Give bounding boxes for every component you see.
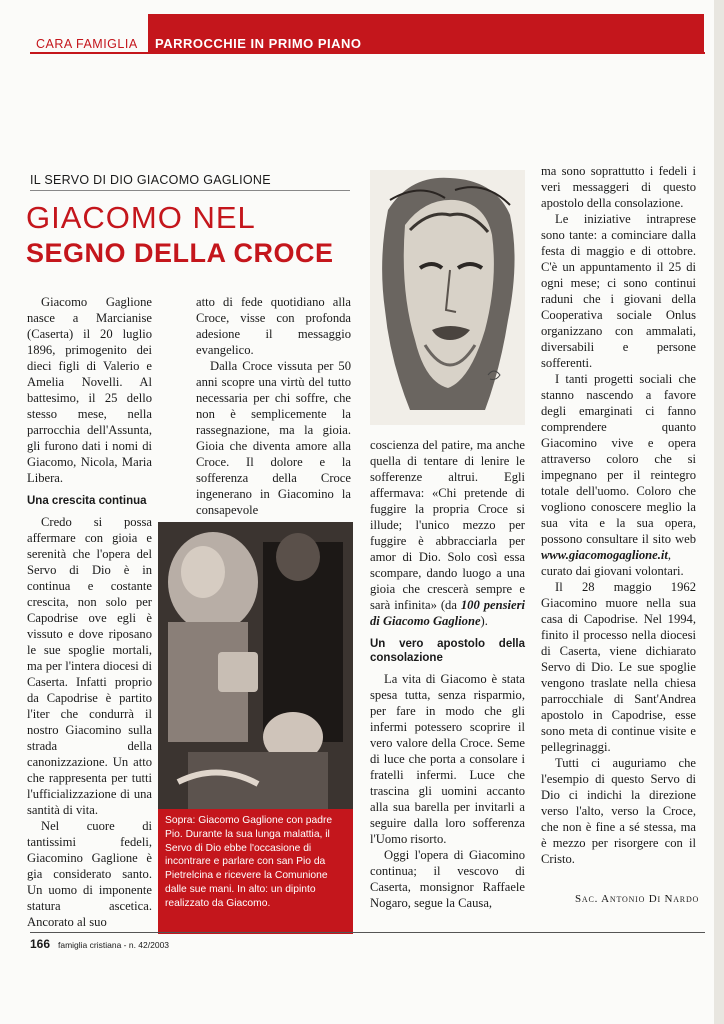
page-edge xyxy=(714,0,724,1024)
christ-painting-image xyxy=(370,170,525,425)
page-number: 166 xyxy=(30,937,51,951)
column-4 xyxy=(541,163,696,867)
quote-paragraph xyxy=(370,437,525,629)
footer-rule xyxy=(30,932,705,933)
column-1-top xyxy=(27,294,152,930)
paragraph: Nel cuore di tantissimi fedeli, Giacomino Gaglione è gia considerato santo. Un uomo di imponente statura ascetica. Ancorato al suo xyxy=(27,819,152,929)
book-source: 100 pensieri di Giacomo Gaglione xyxy=(370,598,525,628)
header-section-label: CARA FAMIGLIA xyxy=(36,37,138,51)
paragraph: La vita di Giacomo è stata spesa tutta, senza risparmio, per fare in modo che gli infermi potessero scoprire il vero valore della Croce. Seme di luce che porta a consolare i fratelli infermi. Luce che trascina gli uomini accanto alla sua barella per invitarli a seguire dalla loro sofferenza l'Uomo risorto. xyxy=(370,672,525,846)
paragraph: Giacomo Gaglione nasce a Marcianise (Caserta) il 20 luglio 1896, primogenito dei dieci figli di Valerio e Amelia Novelli. Al battesimo, il 25 dello stesso mese, nella parrocchia dell'Assunta, gli furono dati i nomi di Giacomo, Nicola, Maria Libera. xyxy=(27,295,152,485)
paragraph: atto di fede quotidiano alla Croce, visse con profonda adesione il messaggio evangelico. xyxy=(196,295,351,357)
column-3 xyxy=(370,437,525,911)
paragraph: Le iniziative intraprese sono tante: a cominciare dalla festa di maggio e di ottobre. C'è un appuntamento il 25 di ogni mese; ci sono continui raduni che i giovani della Cooperativa sociale Onlus organizzano con ammalati, diversabili e persone sofferenti. xyxy=(541,212,696,370)
subheading: Un vero apostolo della consolazione xyxy=(370,638,525,664)
paragraph: Oggi l'opera di Giacomino continua; il vescovo di Caserta, monsignor Raffaele Nogaro, segue la Causa, xyxy=(370,848,525,910)
quote-end: ). xyxy=(480,614,488,628)
paragraph: Dalla Croce vissuta per 50 anni scopre una virtù del tutto necessaria per chi soffre, che non è semplicemente la rassegnazione, ma la gioia. Gioia che diventa amore alla Croce. Il dolore e la sofferenza della Croce ingenerano in Giacomino la consapevole xyxy=(196,359,351,517)
paragraph: Tutti ci auguriamo che l'esempio di questo Servo di Dio ci indichi la direzione verso l'alto, verso la Croce, che non è fine a sé stessa, ma è mezzo per risorgere con il Cristo. xyxy=(541,756,696,866)
kicker-rule xyxy=(30,190,350,191)
website-link[interactable]: www.giacomogaglione.it xyxy=(541,548,668,562)
paragraph-with-link xyxy=(541,371,696,579)
photo-caption: Sopra: Giacomo Gaglione con padre Pio. Durante la sua lunga malattia, il Servo di Dio ebbe l'occasione di incontrare e parlare con san Pio da Pietrelcina e ricevere la Comunione dalle sue mani. In alto: un dipinto realizzato da Giacomo. xyxy=(165,815,333,909)
paragraph-text-end: , curato dai giovani volontari. xyxy=(541,548,684,578)
header-rule xyxy=(30,52,705,54)
article-title-line1: GIACOMO NEL xyxy=(26,200,256,235)
subheading: Una crescita continua xyxy=(27,495,147,507)
quote-text: coscienza del patire, ma anche quella di tentare di lenire le sofferenze altrui. Egli affermava: «Chi pretende di fuggire la propria Croce si illude; l'unico mezzo per fuggire è abbracciarla per amor di Dio. Solo così essa scompare, dando luogo a una gioia che crescerà sempre e sarà infinita» (da xyxy=(370,438,525,612)
paragraph-text: I tanti progetti sociali che stanno nascendo a favore degli emarginati ci fanno comprendere quanto Giacomino vive e opera attraverso coloro che si impegnano per il reintegro totale dell'uomo. Coloro che vogliono conoscere meglio la sua vita e la sua opera, possono consultare il sito web xyxy=(541,372,696,546)
header-topic-label: PARROCCHIE IN PRIMO PIANO xyxy=(155,36,362,51)
paragraph: Credo si possa affermare con gioia e serenità che l'opera del Servo di Dio è in continua e costante crescita, non solo per Capodrise ove egli è vissuto e dove riposano le sue spoglie mortali, ma per l'intera diocesi di Caserta. Infatti proprio da Capodrise è partito l'iter che condurrà il nostro Giacomino sulla strada della canonizzazione. Un atto che rappresenta per tutti l'ufficializzazione di una santità di vita. xyxy=(27,515,152,817)
paragraph: Il 28 maggio 1962 Giacomino muore nella sua casa di Capodrise. Nel 1994, finito il processo nella diocesi di Caserta, viene dichiarato Servo di Dio. Le sue spoglie vengono traslate nella chiesa parrocchiale di Sant'Andrea apostolo in Capodrise, esse sono meta di continue visite e pellegrinaggi. xyxy=(541,580,696,754)
paragraph: ma sono soprattutto i fedeli i veri messaggeri di questo apostolo della consolazione. xyxy=(541,164,696,210)
article-title-line2: SEGNO DELLA CROCE xyxy=(26,238,334,268)
article-kicker: IL SERVO DI DIO GIACOMO GAGLIONE xyxy=(30,173,271,187)
column-2 xyxy=(196,294,351,518)
author-signature: Sac. Antonio Di Nardo xyxy=(575,893,700,905)
magazine-issue: famiglia cristiana - n. 42/2003 xyxy=(58,940,170,950)
padre-pio-photo xyxy=(158,522,353,809)
